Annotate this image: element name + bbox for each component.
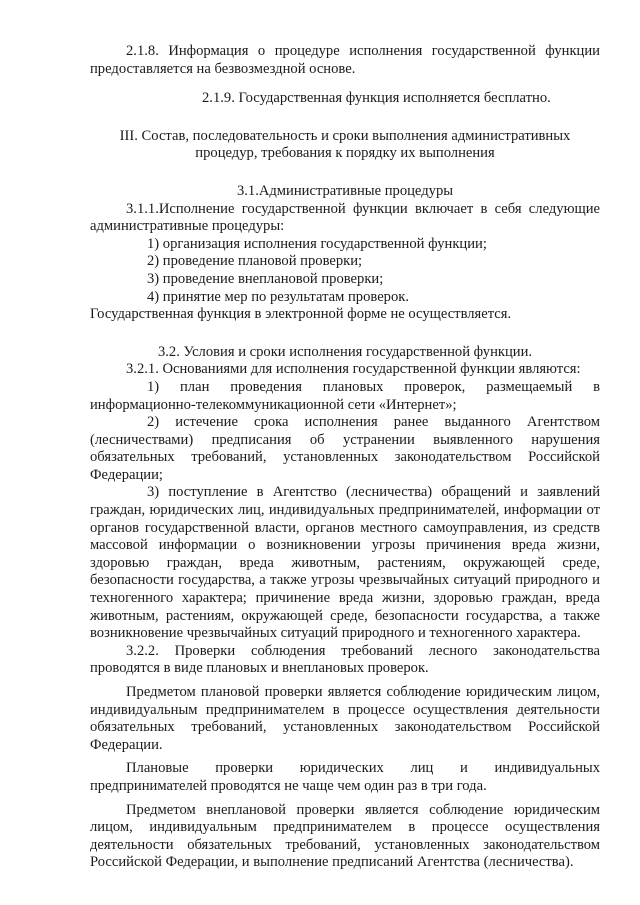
paragraph-planned-subject: Предметом плановой проверки является соблюдение юридическим лицом, индивидуальным предпринимателем в процессе осуществления деятельности обязательных требований, установленных законодательством Российской Федерации.: [90, 684, 600, 753]
ground-item: 1) план проведения плановых проверок, размещаемый в информационно-телекоммуникационной сети «Интернет»;: [90, 378, 600, 413]
subsection-3-1-title: 3.1.Административные процедуры: [236, 182, 454, 199]
paragraph-planned-frequency: Плановые проверки юридических лиц и индивидуальных предпринимателей проводятся не чаще чем один раз в три года.: [90, 760, 600, 794]
paragraph-3-1-1: 3.1.1.Исполнение государственной функции включает в себя следующие административные процедуры:: [90, 200, 600, 235]
paragraph-3-2-2: 3.2.2. Проверки соблюдения требований лесного законодательства проводятся в виде плановых и внеплановых проверок.: [90, 642, 600, 677]
procedure-item: 2) проведение плановой проверки;: [147, 253, 363, 270]
ground-item: 3) поступление в Агентство (лесничества) обращений и заявлений граждан, юридических лиц, индивидуальных предпринимателей, информации от органов государственной власти, органов местного самоуправления, из средств массовой информации о возникновении угрозы причинения вреда жизни, здоровью граждан, вреда животным, растениям, окружающей среде, безопасности государства, а также угрозы чрезвычайных ситуаций природного и техногенного характера; причинение вреда жизни, здоровью граждан, вреда животным, растениям, окружающей среде, безопасности государства, а также возникновение чрезвычайных ситуаций природного и техногенного характера.: [90, 484, 600, 642]
procedure-item: 4) принятие мер по результатам проверок.: [147, 288, 410, 305]
document-page: [90, 43, 600, 872]
paragraph-electronic-form: Государственная функция в электронной форме не осуществляется.: [90, 306, 512, 323]
paragraph-unplanned-subject: Предметом внеплановой проверки является соблюдение юридическим лицом, индивидуальным предпринимателем в процессе осуществления деятельности обязательных требований, установленных законодательством Российской Федерации, и выполнение предписаний Агентства (лесничества).: [90, 801, 600, 871]
section-iii-title: III. Состав, последовательность и сроки выполнения административных процедур, требования к порядку их выполнения: [119, 127, 571, 162]
paragraph-2-1-8: 2.1.8. Информация о процедуре исполнения государственной функции предоставляется на безвозмездной основе.: [90, 43, 600, 77]
paragraph-2-1-9: 2.1.9. Государственная функция исполняется бесплатно.: [202, 90, 551, 107]
paragraph-3-2-1: 3.2.1. Основаниями для исполнения государственной функции являются:: [126, 361, 581, 378]
subsection-3-2-title: 3.2. Условия и сроки исполнения государственной функции.: [157, 343, 533, 360]
procedure-item: 1) организация исполнения государственной функции;: [147, 235, 487, 252]
procedure-item: 3) проведение внеплановой проверки;: [147, 270, 384, 287]
ground-item: 2) истечение срока исполнения ранее выданного Агентством (лесничествами) предписания об устранении выявленного нарушения обязательных требований, установленных законодательством Российской Федерации;: [90, 414, 600, 483]
